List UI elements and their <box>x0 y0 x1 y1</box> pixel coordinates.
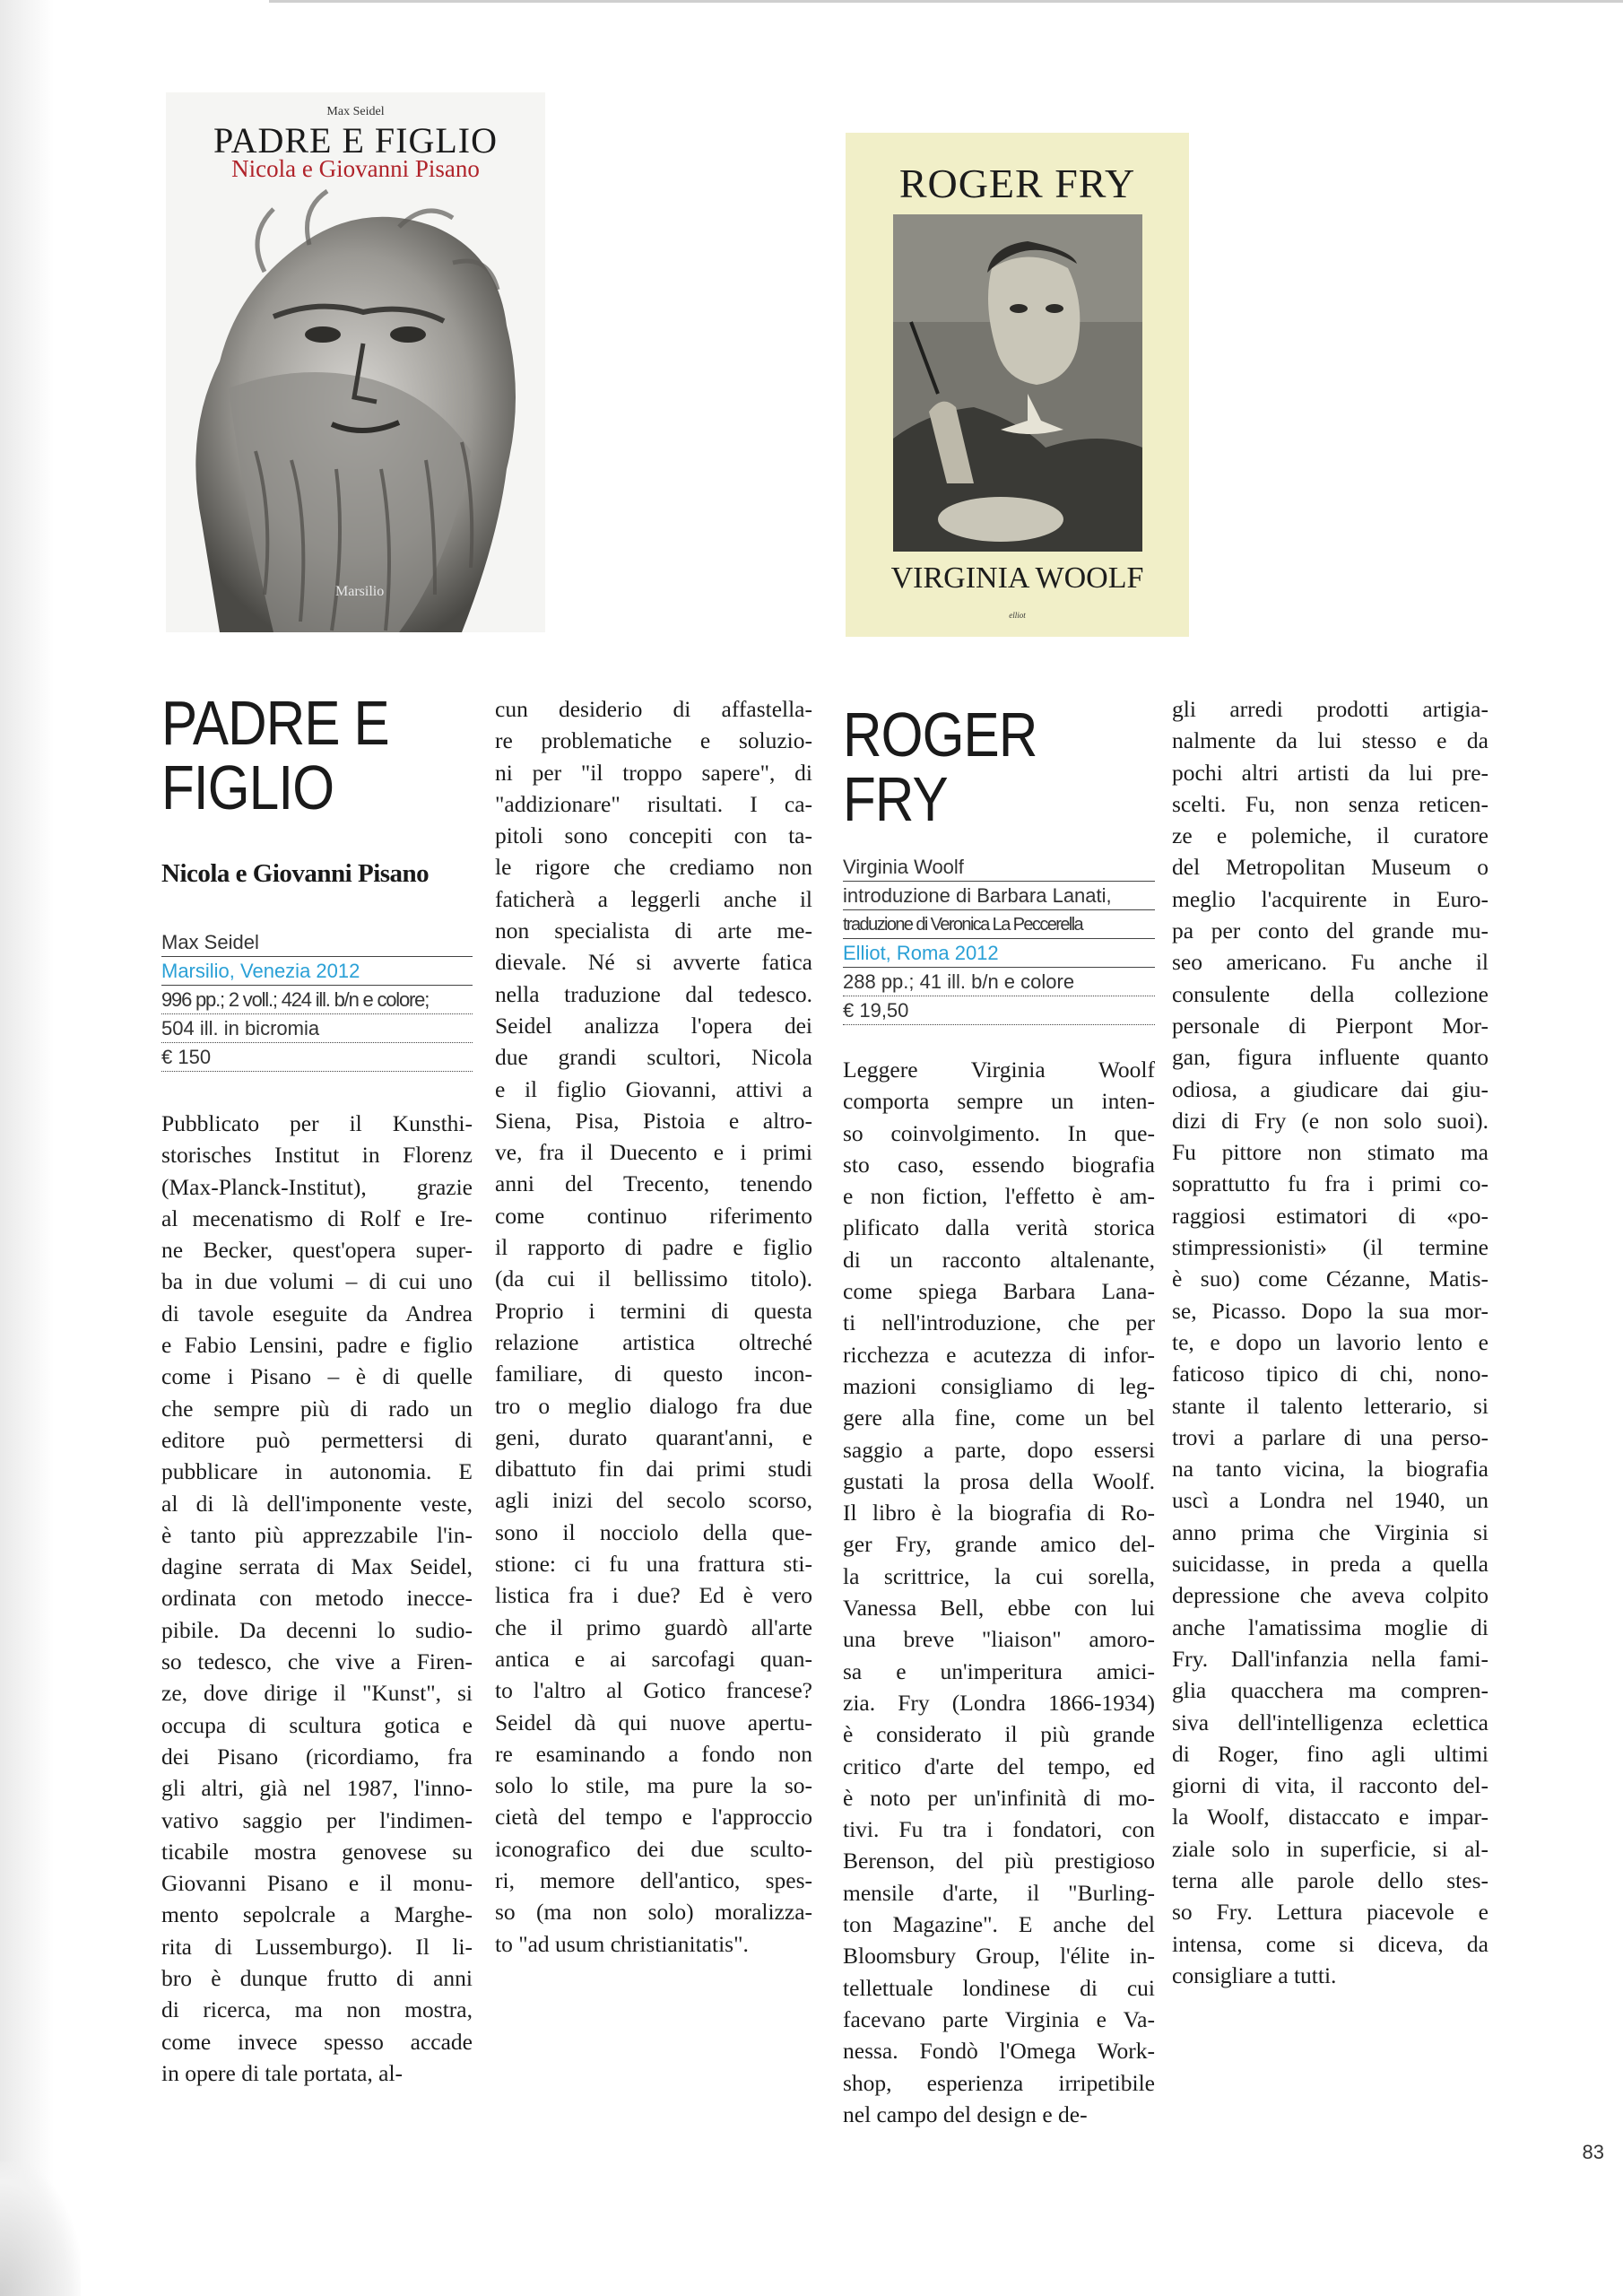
text-line: come spiega Barbara Lana- <box>843 1278 1155 1305</box>
cover-title: PADRE E FIGLIO <box>213 120 498 161</box>
text-line: in opere di tale portata, al- <box>161 2059 404 2086</box>
text-line: sto caso, essendo biografia <box>843 1151 1155 1178</box>
text-line: Siena, Pisa, Pistoia e altro- <box>495 1107 812 1134</box>
text-line: antica e ai sarcofagi quan- <box>495 1645 812 1672</box>
text-line: stimpressionisti» (il termine <box>1172 1234 1488 1261</box>
book-publisher: Elliot, Roma 2012 <box>843 939 1155 968</box>
text-line: zia. Fry (Londra 1866-1934) <box>843 1689 1155 1716</box>
review2-column-2 <box>1172 693 1488 1991</box>
text-line: bro è dunque frutto di anni <box>161 1965 473 1992</box>
text-line: soprattutto fu fra i primi co- <box>1172 1170 1488 1197</box>
text-line: listica fra i due? Ed è vero <box>495 1582 812 1609</box>
text-line: al di là dell'imponente veste, <box>161 1490 473 1517</box>
text-line: gli arredi prodotti artigia- <box>1172 696 1488 722</box>
text-line: dei Pisano (ricordiamo, fra <box>161 1743 473 1770</box>
book-price: € 150 <box>161 1043 473 1072</box>
text-line: di tavole eseguite da Andrea <box>161 1300 473 1326</box>
text-line: editore può permettersi di <box>161 1426 473 1453</box>
text-line: ticabile mostra genovese su <box>161 1838 473 1865</box>
review1-metadata <box>161 928 473 1072</box>
portrait-painting <box>893 214 1142 552</box>
text-line: trovi a parlare di una perso- <box>1172 1423 1488 1450</box>
text-line: mento sepolcrale a Marghe- <box>161 1901 473 1928</box>
text-line: Fu pittore non stimato ma <box>1172 1139 1488 1166</box>
text-line: depressione che aveva colpito <box>1172 1582 1488 1609</box>
text-line: ba in due volumi – di cui uno <box>161 1268 473 1295</box>
review1-column-2 <box>495 693 812 1960</box>
text-line: stione: ci fu una frattura sti- <box>495 1551 812 1578</box>
text-line: dievale. Né si avverte fatica <box>495 949 812 976</box>
text-line: pibile. Da decenni lo sudio- <box>161 1616 473 1643</box>
text-line: tro o meglio dialogo fra due <box>495 1392 812 1419</box>
text-line: personale di Pierpont Mor- <box>1172 1012 1488 1039</box>
text-line: meglio l'acquirente in Euro- <box>1172 885 1488 912</box>
book-cover-padre-e-figlio <box>166 92 545 632</box>
text-line: Berenson, del più prestigioso <box>843 1848 1155 1874</box>
text-line: plificato dalla verità storica <box>843 1214 1155 1241</box>
review2-title: ROGER FRY <box>843 700 1037 834</box>
review1-body-continued <box>495 693 812 1960</box>
text-line: relazione artistica oltreché <box>495 1328 812 1355</box>
text-line: familiare, di questo incon- <box>495 1361 812 1387</box>
text-line: anni del Trecento, tenendo <box>495 1170 812 1197</box>
text-line: mazioni consigliamo di leg- <box>843 1372 1155 1399</box>
text-line: nel campo del design e de- <box>843 2100 1088 2127</box>
page-number: 83 <box>1582 2141 1604 2163</box>
book-pages: 996 pp.; 2 voll.; 424 ill. b/n e colore; <box>161 986 473 1014</box>
text-line: e non fiction, l'effetto è am- <box>843 1183 1155 1210</box>
review1-column-1 <box>161 688 473 2089</box>
text-line: pochi altri artisti da lui pre- <box>1172 759 1488 786</box>
text-line: siva dell'intelligenza eclettica <box>1172 1709 1488 1735</box>
review2-body <box>843 1054 1155 2130</box>
book-cover-roger-fry <box>846 133 1189 637</box>
text-line: raggiosi estimatori di «po- <box>1172 1202 1488 1229</box>
text-line: è noto per un'infinità di mo- <box>843 1784 1155 1811</box>
text-line: al mecenatismo di Rolf e Ire- <box>161 1205 473 1231</box>
page-corner-shadow <box>0 2161 81 2296</box>
top-rule <box>269 0 1623 3</box>
text-line: di ricerca, ma non mostra, <box>161 1996 473 2023</box>
text-line: so coinvolgimento. In que- <box>843 1119 1155 1146</box>
review2-column-1 <box>843 691 1155 2130</box>
text-line: saggio a parte, dopo essersi <box>843 1436 1155 1463</box>
text-line: Giovanni Pisano e il monu- <box>161 1870 473 1897</box>
text-line: sa e un'imperitura amici- <box>843 1657 1155 1684</box>
page-gutter <box>0 0 54 2296</box>
text-line: scelti. Fu, non senza reticen- <box>1172 790 1488 817</box>
text-line: nalmente da lui stesso e da <box>1172 727 1488 754</box>
text-line: seo americano. Fu anche il <box>1172 949 1488 976</box>
text-line: ze e polemiche, il curatore <box>1172 822 1488 849</box>
text-line: nessa. Fondò l'Omega Work- <box>843 2038 1155 2065</box>
text-line: ziale solo in superficie, si al- <box>1172 1835 1488 1862</box>
review2-body-continued <box>1172 693 1488 1991</box>
text-line: gustati la prosa della Woolf. <box>843 1467 1155 1494</box>
text-line: shop, esperienza irripetibile <box>843 2069 1155 2096</box>
text-line: odiosa, a giudicare dai giu- <box>1172 1075 1488 1102</box>
text-line: dagine serrata di Max Seidel, <box>161 1553 473 1580</box>
book-pages: 288 pp.; 41 ill. b/n e colore <box>843 968 1155 996</box>
text-line: cun desiderio di affastella- <box>495 696 812 722</box>
text-line: Fry. Dall'infanzia nella fami- <box>1172 1645 1488 1672</box>
text-line: Il libro è la biografia di Ro- <box>843 1500 1155 1526</box>
text-line: vativo saggio per l'indimen- <box>161 1806 473 1833</box>
cover-publisher-mark: Marsilio <box>335 584 385 599</box>
text-line: so tedesco, che vive a Firen- <box>161 1648 473 1675</box>
text-line: che sempre più di rado un <box>161 1395 473 1422</box>
text-line: gan, figura influente quanto <box>1172 1044 1488 1071</box>
text-line: è considerato il più grande <box>843 1721 1155 1748</box>
book-author: Max Seidel <box>161 928 473 957</box>
text-line: pa per conto del grande mu- <box>1172 918 1488 944</box>
text-line: ti nell'introduzione, che per <box>843 1309 1155 1336</box>
text-line: occupa di scultura gotica e <box>161 1711 473 1738</box>
book-introduction: introduzione di Barbara Lanati, <box>843 882 1155 910</box>
text-line: facevano parte Virginia e Va- <box>843 2005 1155 2032</box>
text-line: di un racconto altalenante, <box>843 1246 1155 1273</box>
text-line: come i Pisano – è di quelle <box>161 1363 473 1390</box>
text-line: Proprio i termini di questa <box>495 1297 812 1324</box>
text-line: nella traduzione dal tedesco. <box>495 980 812 1007</box>
text-line: ve, fra il Duecento e i primi <box>495 1139 812 1166</box>
text-line: Pubblicato per il Kunsthi- <box>161 1110 473 1136</box>
book-translation: traduzione di Veronica La Peccerella <box>843 910 1155 939</box>
text-line: ri, memore dell'antico, spes- <box>495 1866 812 1893</box>
text-line: anche l'amatissima moglie di <box>1172 1613 1488 1640</box>
text-line: ricchezza e acutezza di infor- <box>843 1341 1155 1368</box>
cover-publisher-mark: elliot <box>1009 611 1026 620</box>
text-line: na tanto vicina, la biografia <box>1172 1456 1488 1483</box>
text-line: Seidel analizza l'opera dei <box>495 1012 812 1039</box>
text-line: che il primo guardò all'arte <box>495 1613 812 1640</box>
text-line: so (ma non solo) moralizza- <box>495 1899 812 1926</box>
text-line: pitoli sono concepiti con ta- <box>495 822 812 849</box>
cover-author: VIRGINIA WOOLF <box>890 561 1144 595</box>
text-line: so Fry. Lettura piacevole e <box>1172 1899 1488 1926</box>
text-line: dizi di Fry (e non solo suoi). <box>1172 1107 1488 1134</box>
book-price: € 19,50 <box>843 996 1155 1025</box>
text-line: solo lo stile, ma pure la so- <box>495 1772 812 1799</box>
text-line: ger Fry, grande amico del- <box>843 1531 1155 1558</box>
text-line: ordinata con metodo inecce- <box>161 1585 473 1612</box>
review1-subtitle: Nicola e Giovanni Pisano <box>161 859 430 888</box>
text-line: to "ad usum christianitatis". <box>495 1930 749 1957</box>
text-line: uscì a Londra nel 1940, un <box>1172 1487 1488 1514</box>
text-line: ni per "il troppo sapere", di <box>495 759 812 786</box>
text-line: cietà del tempo e l'approccio <box>495 1804 812 1831</box>
title-line: FIGLIO <box>161 752 334 822</box>
text-line: re problematiche e soluzio- <box>495 727 812 754</box>
text-line: (da cui il bellissimo titolo). <box>495 1265 812 1292</box>
text-line: anno prima che Virginia si <box>1172 1518 1488 1545</box>
text-line: non specialista di arte me- <box>495 918 812 944</box>
text-line: è tanto più apprezzabile l'in- <box>161 1521 473 1548</box>
text-line: di Roger, fino agli ultimi <box>1172 1740 1488 1767</box>
text-line: faticherà a leggerli anche il <box>495 885 812 912</box>
text-line: comporta sempre un inten- <box>843 1088 1155 1115</box>
review1-body <box>161 1108 473 2089</box>
text-line: suicidasse, in preda a quella <box>1172 1551 1488 1578</box>
text-line: e il figlio Giovanni, attivi a <box>495 1075 812 1102</box>
cover-author: Max Seidel <box>326 105 385 118</box>
text-line: dibattuto fin dai primi studi <box>495 1456 812 1483</box>
text-line: geni, durato quarant'anni, e <box>495 1423 812 1450</box>
text-line: gere alla fine, come un bel <box>843 1405 1155 1431</box>
text-line: stante il talento letterario, si <box>1172 1392 1488 1419</box>
text-line: è suo) come Cézanne, Matis- <box>1172 1265 1488 1292</box>
text-line: Vanessa Bell, ebbe con lui <box>843 1595 1155 1622</box>
text-line: te, e dopo un lavorio lento e <box>1172 1328 1488 1355</box>
text-line: re esaminando a fondo non <box>495 1740 812 1767</box>
text-line: il rapporto di padre e figlio <box>495 1234 812 1261</box>
book-illustrations: 504 ill. in bicromia <box>161 1014 473 1043</box>
text-line: ne Becker, quest'opera super- <box>161 1237 473 1264</box>
text-line: ze, dove dirige il "Kunst", si <box>161 1680 473 1707</box>
review1-title <box>161 688 429 822</box>
title-line: PADRE E <box>161 688 389 758</box>
text-line: Bloomsbury Group, l'élite in- <box>843 1943 1155 1970</box>
cover-title: ROGER FRY <box>898 161 1136 206</box>
text-line: le rigore che crediamo non <box>495 854 812 881</box>
review2-metadata <box>843 853 1155 1025</box>
text-line: tivi. Fu tra i fondatori, con <box>843 1816 1155 1843</box>
text-line: mensile d'arte, il "Burling- <box>843 1879 1155 1906</box>
text-line: agli inizi del secolo scorso, <box>495 1487 812 1514</box>
text-line: consigliare a tutti. <box>1172 1961 1337 1988</box>
text-line: Leggere Virginia Woolf <box>843 1057 1155 1083</box>
text-line: gli altri, già nel 1987, l'inno- <box>161 1775 473 1802</box>
text-line: la scrittrice, la cui sorella, <box>843 1562 1155 1589</box>
text-line: due grandi scultori, Nicola <box>495 1044 812 1071</box>
text-line: come invece spesso accade <box>161 2028 473 2055</box>
text-line: iconografico dei due sculto- <box>495 1835 812 1862</box>
text-line: critico d'arte del tempo, ed <box>843 1752 1155 1779</box>
text-line: to l'altro al Gotico francese? <box>495 1677 812 1704</box>
text-line: faticoso tipico di chi, nono- <box>1172 1361 1488 1387</box>
text-line: pubblicare in autonomia. E <box>161 1458 473 1485</box>
text-line: intensa, come si diceva, da <box>1172 1930 1488 1957</box>
text-line: del Metropolitan Museum o <box>1172 854 1488 881</box>
text-line: come continuo riferimento <box>495 1202 812 1229</box>
text-line: giorni di vita, il racconto del- <box>1172 1772 1488 1799</box>
text-line: glia quacchera ma compren- <box>1172 1677 1488 1704</box>
text-line: consulente della collezione <box>1172 980 1488 1007</box>
text-line: storisches Institut in Florenz <box>161 1142 473 1169</box>
text-line: rita di Lussemburgo). Il li- <box>161 1933 473 1960</box>
text-line: Seidel dà qui nuove apertu- <box>495 1709 812 1735</box>
text-line: "addizionare" risultati. I ca- <box>495 790 812 817</box>
text-line: ton Magazine". E anche del <box>843 1911 1155 1938</box>
text-line: e Fabio Lensini, padre e figlio <box>161 1332 473 1359</box>
text-line: la Woolf, distaccato e impar- <box>1172 1804 1488 1831</box>
cover-subtitle: Nicola e Giovanni Pisano <box>231 155 480 182</box>
text-line: sono il nocciolo della que- <box>495 1518 812 1545</box>
text-line: se, Picasso. Dopo la sua mor- <box>1172 1297 1488 1324</box>
book-author: Virginia Woolf <box>843 853 1155 882</box>
text-line: tellettuale londinese di cui <box>843 1974 1155 2001</box>
text-line: terna alle parole dello stes- <box>1172 1866 1488 1893</box>
text-line: una breve "liaison" amoro- <box>843 1626 1155 1653</box>
book-publisher: Marsilio, Venezia 2012 <box>161 957 473 986</box>
text-line: (Max-Planck-Institut), grazie <box>161 1173 473 1200</box>
